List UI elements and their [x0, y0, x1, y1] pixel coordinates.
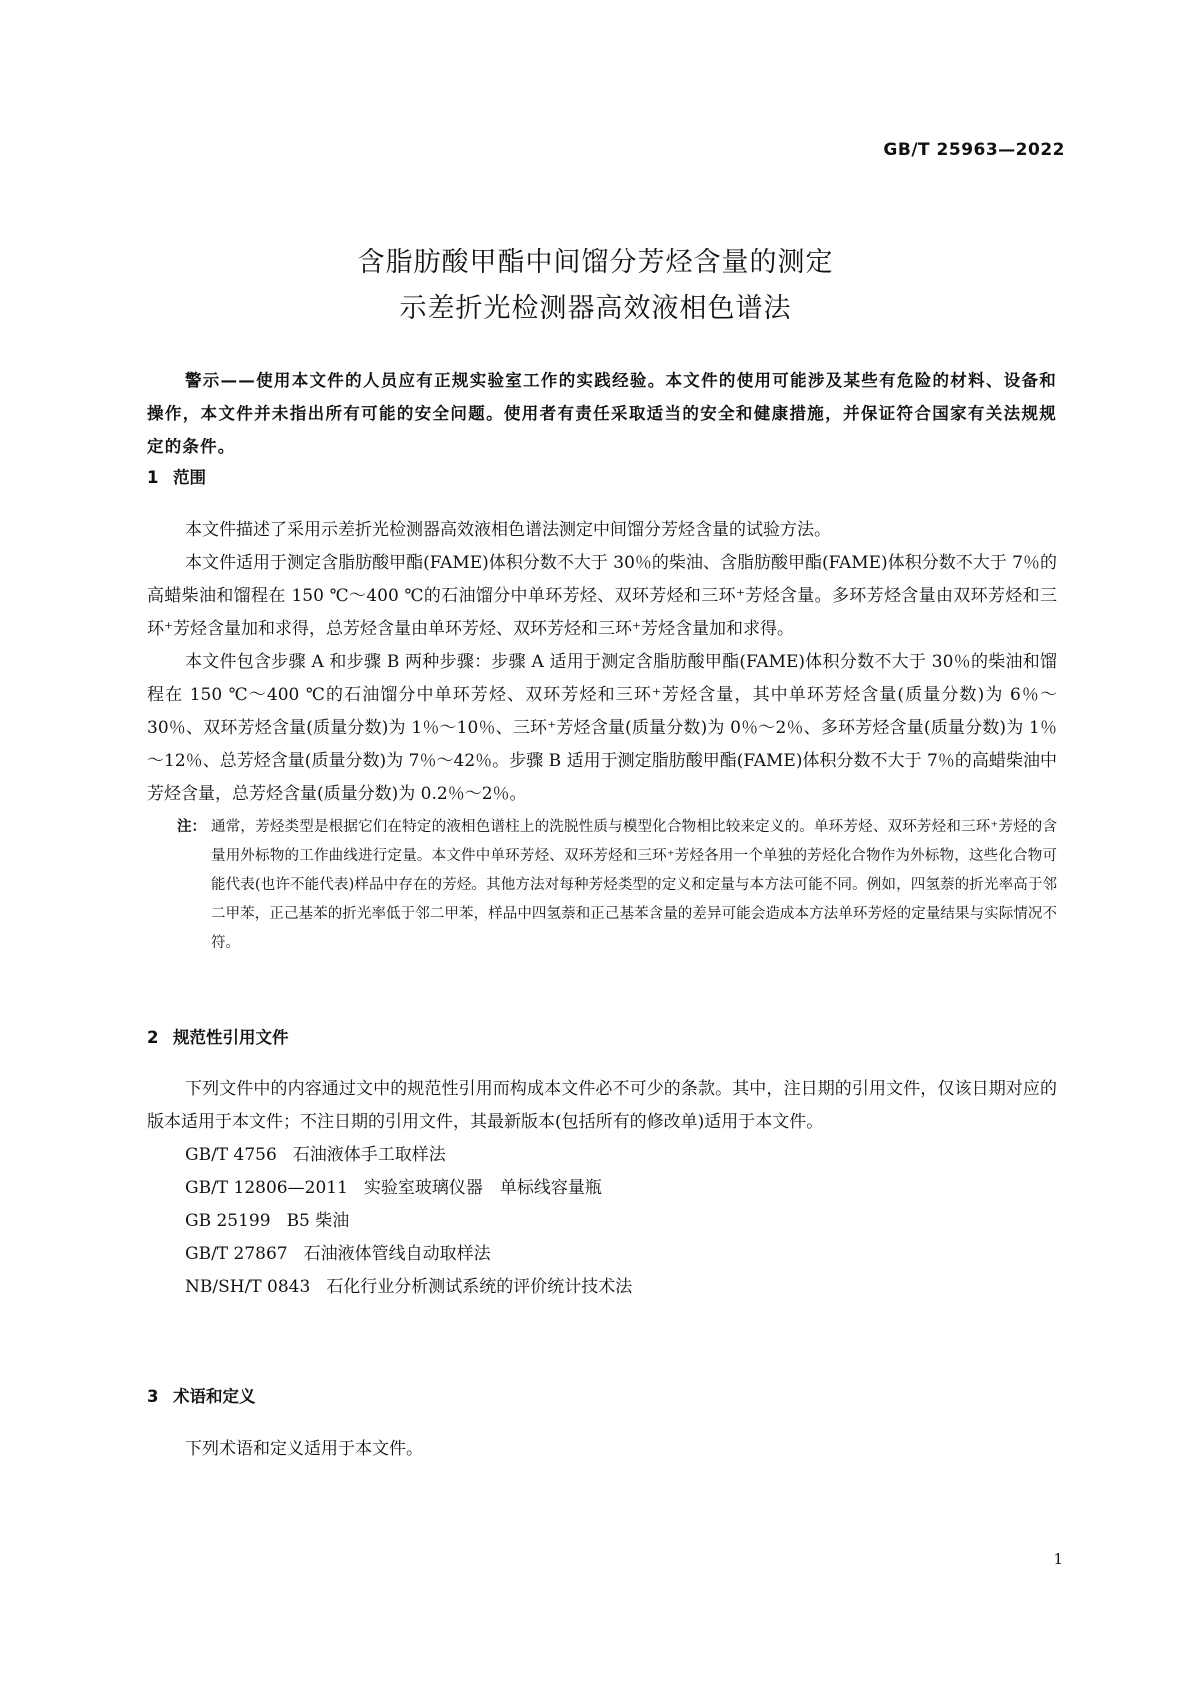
- section-2-title: 规范性引用文件: [173, 1028, 289, 1047]
- section-3-body: [147, 1433, 1057, 1466]
- reference-title: 石油液体管线自动取样法: [303, 1244, 491, 1264]
- section-1-paragraph: 本文件包含步骤 A 和步骤 B 两种步骤：步骤 A 适用于测定含脂肪酸甲酯(FAME)体积分数不大于 30％的柴油和馏程在 150 ℃～400 ℃的石油馏分中单环芳烃、双环芳烃和三环⁺芳烃含量，其中单环芳烃含量(质量分数)为 6％～30％、双环芳烃含量(质量分数)为 1％～10％、三环⁺芳烃含量(质量分数)为 0％～2％、多环芳烃含量(质量分数)为 1％～12％、总芳烃含量(质量分数)为 7％～42％。步骤 B 适用于测定脂肪酸甲酯(FAME)体积分数不大于 7％的高蜡柴油中芳烃含量，总芳烃含量(质量分数)为 0.2％～2％。: [147, 652, 1057, 804]
- reference-code: GB 25199: [185, 1211, 271, 1231]
- reference-title: B5 柴油: [286, 1211, 350, 1231]
- reference-code: NB/SH/T 0843: [185, 1277, 311, 1297]
- title-line-1: 含脂肪酸甲酯中间馏分芳烃含量的测定: [357, 247, 834, 278]
- note-label: 注：: [177, 819, 206, 835]
- section-1-note: [147, 813, 1057, 958]
- note-text: 通常，芳烃类型是根据它们在特定的液相色谱柱上的洗脱性质与模型化合物相比较来定义的。单环芳烃、双环芳烃和三环⁺芳烃的含量用外标物的工作曲线进行定量。本文件中单环芳烃、双环芳烃和三环⁺芳烃各用一个单独的芳烃化合物作为外标物，这些化合物可能代表(也许不能代表)样品中存在的芳烃。其他方法对每种芳烃类型的定义和定量与本方法可能不同。例如，四氢萘的折光率高于邻二甲苯，正己基苯的折光率低于邻二甲苯，样品中四氢萘和正己基苯含量的差异可能会造成本方法单环芳烃的定量结果与实际情况不符。: [211, 819, 1057, 951]
- section-1-paragraph: 本文件描述了采用示差折光检测器高效液相色谱法测定中间馏分芳烃含量的试验方法。: [185, 520, 831, 540]
- reference-code: GB/T 12806—2011: [185, 1178, 348, 1198]
- reference-item: [147, 1205, 1057, 1238]
- reference-code: GB/T 27867: [185, 1244, 288, 1264]
- section-3-number: 3: [147, 1387, 159, 1406]
- reference-code: GB/T 4756: [185, 1145, 277, 1165]
- page-number: 1: [1053, 1550, 1063, 1568]
- section-2-body: [147, 1073, 1057, 1304]
- title-line-2: 示差折光检测器高效液相色谱法: [399, 293, 792, 324]
- reference-item: [147, 1139, 1057, 1172]
- reference-title: 石化行业分析测试系统的评价统计技术法: [326, 1277, 633, 1297]
- section-1-paragraph: 本文件适用于测定含脂肪酸甲酯(FAME)体积分数不大于 30％的柴油、含脂肪酸甲酯(FAME)体积分数不大于 7％的高蜡柴油和馏程在 150 ℃～400 ℃的石油馏分中单环芳烃、双环芳烃和三环⁺芳烃含量。多环芳烃含量由双环芳烃和三环⁺芳烃含量加和求得，总芳烃含量由单环芳烃、双环芳烃和三环⁺芳烃含量加和求得。: [147, 553, 1057, 639]
- section-2-intro: 下列文件中的内容通过文中的规范性引用而构成本文件必不可少的条款。其中，注日期的引用文件，仅该日期对应的版本适用于本文件；不注日期的引用文件，其最新版本(包括所有的修改单)适用于本文件。: [147, 1079, 1057, 1132]
- section-2-number: 2: [147, 1028, 159, 1047]
- reference-item: [147, 1172, 1057, 1205]
- section-1-body: [147, 514, 1057, 958]
- reference-title: 石油液体手工取样法: [292, 1145, 446, 1165]
- section-3-heading: [147, 1383, 256, 1407]
- section-3-title: 术语和定义: [173, 1387, 256, 1406]
- reference-item: [147, 1271, 1057, 1304]
- standard-code: GB/T 25963—2022: [883, 140, 1065, 160]
- document-title: [0, 240, 1191, 332]
- warning-paragraph: 警示——使用本文件的人员应有正规实验室工作的实践经验。本文件的使用可能涉及某些有危险的材料、设备和操作，本文件并未指出所有可能的安全问题。使用者有责任采取适当的安全和健康措施，并保证符合国家有关法规规定的条件。: [147, 371, 1057, 456]
- section-1-title: 范围: [173, 468, 206, 487]
- reference-item: [147, 1238, 1057, 1271]
- section-2-heading: [147, 1024, 289, 1048]
- section-3-intro: 下列术语和定义适用于本文件。: [185, 1439, 423, 1459]
- section-1-heading: [147, 464, 206, 488]
- section-1-number: 1: [147, 468, 159, 487]
- reference-title: 实验室玻璃仪器 单标线容量瓶: [363, 1178, 602, 1198]
